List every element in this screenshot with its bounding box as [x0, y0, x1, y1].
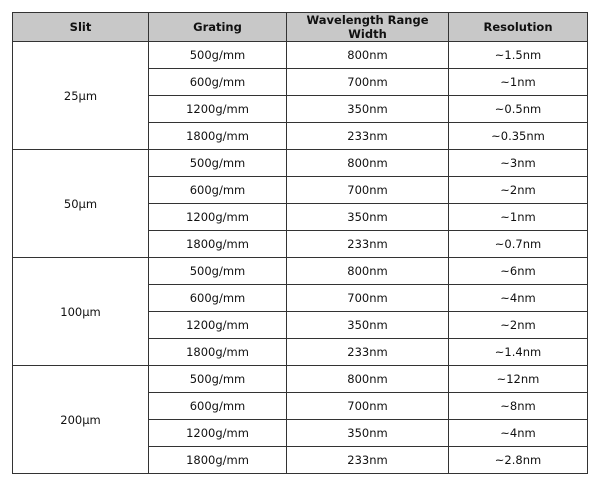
grating-cell: 500g/mm [149, 42, 287, 69]
header-resolution: Resolution [449, 13, 588, 42]
resolution-cell: ~1nm [449, 204, 588, 231]
wavelength-cell: 233nm [287, 339, 449, 366]
resolution-cell: ~0.35nm [449, 123, 588, 150]
grating-cell: 500g/mm [149, 150, 287, 177]
header-slit: Slit [13, 13, 149, 42]
grating-cell: 1200g/mm [149, 204, 287, 231]
table-row [13, 150, 588, 177]
table-body [13, 42, 588, 474]
resolution-cell: ~2nm [449, 177, 588, 204]
resolution-cell: ~0.5nm [449, 96, 588, 123]
wavelength-cell: 233nm [287, 231, 449, 258]
resolution-cell: ~1.4nm [449, 339, 588, 366]
header-grating: Grating [149, 13, 287, 42]
wavelength-cell: 700nm [287, 285, 449, 312]
resolution-cell: ~3nm [449, 150, 588, 177]
grating-cell: 600g/mm [149, 177, 287, 204]
wavelength-cell: 700nm [287, 177, 449, 204]
resolution-cell: ~12nm [449, 366, 588, 393]
grating-cell: 1800g/mm [149, 339, 287, 366]
grating-cell: 1800g/mm [149, 123, 287, 150]
wavelength-cell: 700nm [287, 69, 449, 96]
resolution-cell: ~2nm [449, 312, 588, 339]
wavelength-cell: 233nm [287, 447, 449, 474]
grating-cell: 1200g/mm [149, 312, 287, 339]
slit-cell: 50μm [13, 150, 149, 258]
wavelength-cell: 233nm [287, 123, 449, 150]
grating-cell: 600g/mm [149, 393, 287, 420]
slit-cell: 200μm [13, 366, 149, 474]
grating-cell: 1200g/mm [149, 96, 287, 123]
wavelength-cell: 700nm [287, 393, 449, 420]
wavelength-cell: 350nm [287, 420, 449, 447]
resolution-cell: ~1.5nm [449, 42, 588, 69]
grating-cell: 500g/mm [149, 366, 287, 393]
wavelength-cell: 800nm [287, 366, 449, 393]
grating-cell: 600g/mm [149, 285, 287, 312]
grating-cell: 500g/mm [149, 258, 287, 285]
wavelength-cell: 350nm [287, 96, 449, 123]
resolution-cell: ~4nm [449, 285, 588, 312]
grating-cell: 1200g/mm [149, 420, 287, 447]
table-row [13, 366, 588, 393]
table-row [13, 42, 588, 69]
grating-cell: 1800g/mm [149, 447, 287, 474]
spectrometer-spec-table [12, 12, 588, 474]
resolution-cell: ~2.8nm [449, 447, 588, 474]
grating-cell: 1800g/mm [149, 231, 287, 258]
slit-cell: 100μm [13, 258, 149, 366]
resolution-cell: ~4nm [449, 420, 588, 447]
resolution-cell: ~1nm [449, 69, 588, 96]
grating-cell: 600g/mm [149, 69, 287, 96]
wavelength-cell: 350nm [287, 204, 449, 231]
resolution-cell: ~0.7nm [449, 231, 588, 258]
wavelength-cell: 800nm [287, 42, 449, 69]
wavelength-cell: 800nm [287, 258, 449, 285]
header-row [13, 13, 588, 42]
header-wavelength: Wavelength Range Width [287, 13, 449, 42]
wavelength-cell: 350nm [287, 312, 449, 339]
resolution-cell: ~8nm [449, 393, 588, 420]
table-row [13, 258, 588, 285]
resolution-cell: ~6nm [449, 258, 588, 285]
slit-cell: 25μm [13, 42, 149, 150]
wavelength-cell: 800nm [287, 150, 449, 177]
